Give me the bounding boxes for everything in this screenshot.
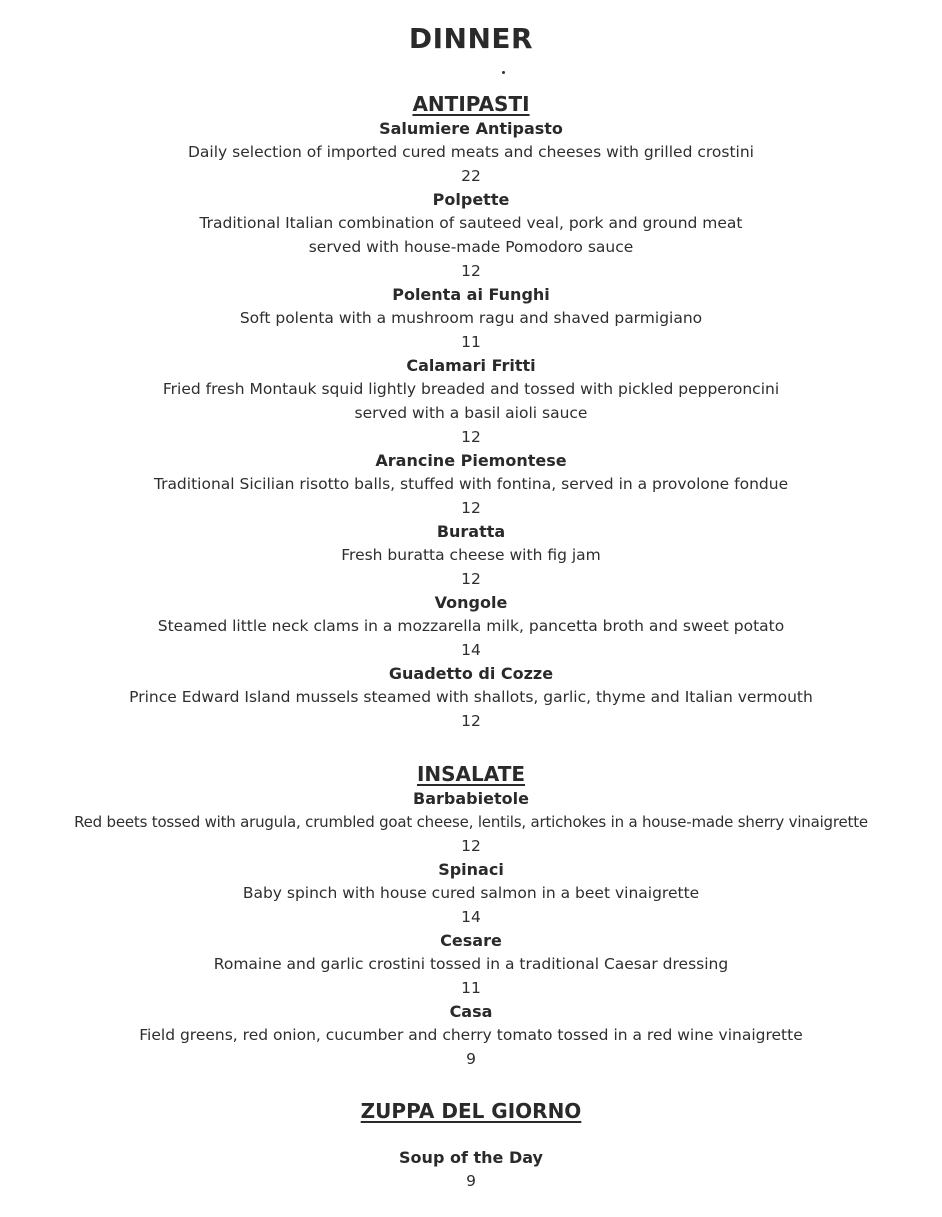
menu-item xyxy=(0,787,942,858)
item-description: Traditional Sicilian risotto balls, stuffed with fontina, served in a provolone fondue xyxy=(153,475,789,493)
section-insalate xyxy=(0,761,942,1071)
item-description: Soft polenta with a mushroom ragu and shaved parmigiano xyxy=(239,309,703,327)
item-price: 11 xyxy=(461,979,481,997)
item-price: 12 xyxy=(461,712,481,730)
print-speck xyxy=(502,71,505,74)
item-name: Casa xyxy=(449,1002,493,1021)
item-name: Polpette xyxy=(432,190,510,209)
item-description: Daily selection of imported cured meats and cheeses with grilled crostini xyxy=(188,143,754,161)
section-antipasti xyxy=(0,91,942,733)
item-name: Vongole xyxy=(434,593,508,612)
item-description: Traditional Italian combination of sauteed veal, pork and ground meat xyxy=(199,214,743,232)
item-description: Prince Edward Island mussels steamed with shallots, garlic, thyme and Italian vermouth xyxy=(129,688,813,706)
item-price: 9 xyxy=(466,1172,476,1190)
menu-item xyxy=(0,662,942,733)
menu-item xyxy=(0,1000,942,1071)
item-description: Fresh buratta cheese with fig jam xyxy=(341,546,601,564)
menu-item xyxy=(0,929,942,1000)
item-price: 12 xyxy=(461,499,481,517)
item-price: 12 xyxy=(461,837,481,855)
menu-item xyxy=(0,354,942,449)
item-description: Field greens, red onion, cucumber and cherry tomato tossed in a red wine vinaigrette xyxy=(139,1026,803,1044)
item-name: Arancine Piemontese xyxy=(375,451,567,470)
item-name: Salumiere Antipasto xyxy=(379,119,563,138)
item-price: 14 xyxy=(461,641,481,659)
item-price: 11 xyxy=(461,333,481,351)
menu-item xyxy=(0,283,942,354)
item-name: Soup of the Day xyxy=(399,1148,543,1167)
section-heading: ZUPPA DEL GIORNO xyxy=(360,1099,582,1123)
item-price: 14 xyxy=(461,908,481,926)
item-description: Fried fresh Montauk squid lightly breaded and tossed with pickled pepperoncini xyxy=(162,380,780,398)
item-name: Guadetto di Cozze xyxy=(388,664,554,683)
item-description: Baby spinch with house cured salmon in a beet vinaigrette xyxy=(242,884,700,902)
item-price: 9 xyxy=(466,1050,476,1068)
section-zuppa-del-giorno xyxy=(0,1098,942,1193)
item-name: Buratta xyxy=(436,522,506,541)
spacer xyxy=(0,1124,942,1146)
page-title: DINNER xyxy=(408,22,534,55)
item-name: Polenta ai Funghi xyxy=(392,285,550,304)
item-name: Cesare xyxy=(440,931,502,950)
menu-item xyxy=(0,858,942,929)
item-name: Calamari Fritti xyxy=(406,356,536,375)
section-heading: ANTIPASTI xyxy=(412,92,530,116)
item-price: 12 xyxy=(461,428,481,446)
menu-item xyxy=(0,449,942,520)
menu-item xyxy=(0,520,942,591)
item-description: Red beets tossed with arugula, crumbled goat cheese, lentils, artichokes in a house-made sherry vinaigrette xyxy=(74,813,868,831)
item-description: served with a basil aioli sauce xyxy=(354,404,588,422)
item-price: 22 xyxy=(461,167,481,185)
item-price: 12 xyxy=(461,570,481,588)
item-description: Steamed little neck clams in a mozzarella milk, pancetta broth and sweet potato xyxy=(157,617,785,635)
item-description: Romaine and garlic crostini tossed in a traditional Caesar dressing xyxy=(213,955,729,973)
menu-item xyxy=(0,1146,942,1193)
menu-item xyxy=(0,591,942,662)
menu-item xyxy=(0,188,942,283)
menu-item xyxy=(0,117,942,188)
item-description: served with house-made Pomodoro sauce xyxy=(308,238,634,256)
item-price: 12 xyxy=(461,262,481,280)
section-heading: INSALATE xyxy=(416,762,526,786)
item-name: Barbabietole xyxy=(413,789,529,808)
item-name: Spinaci xyxy=(438,860,504,879)
